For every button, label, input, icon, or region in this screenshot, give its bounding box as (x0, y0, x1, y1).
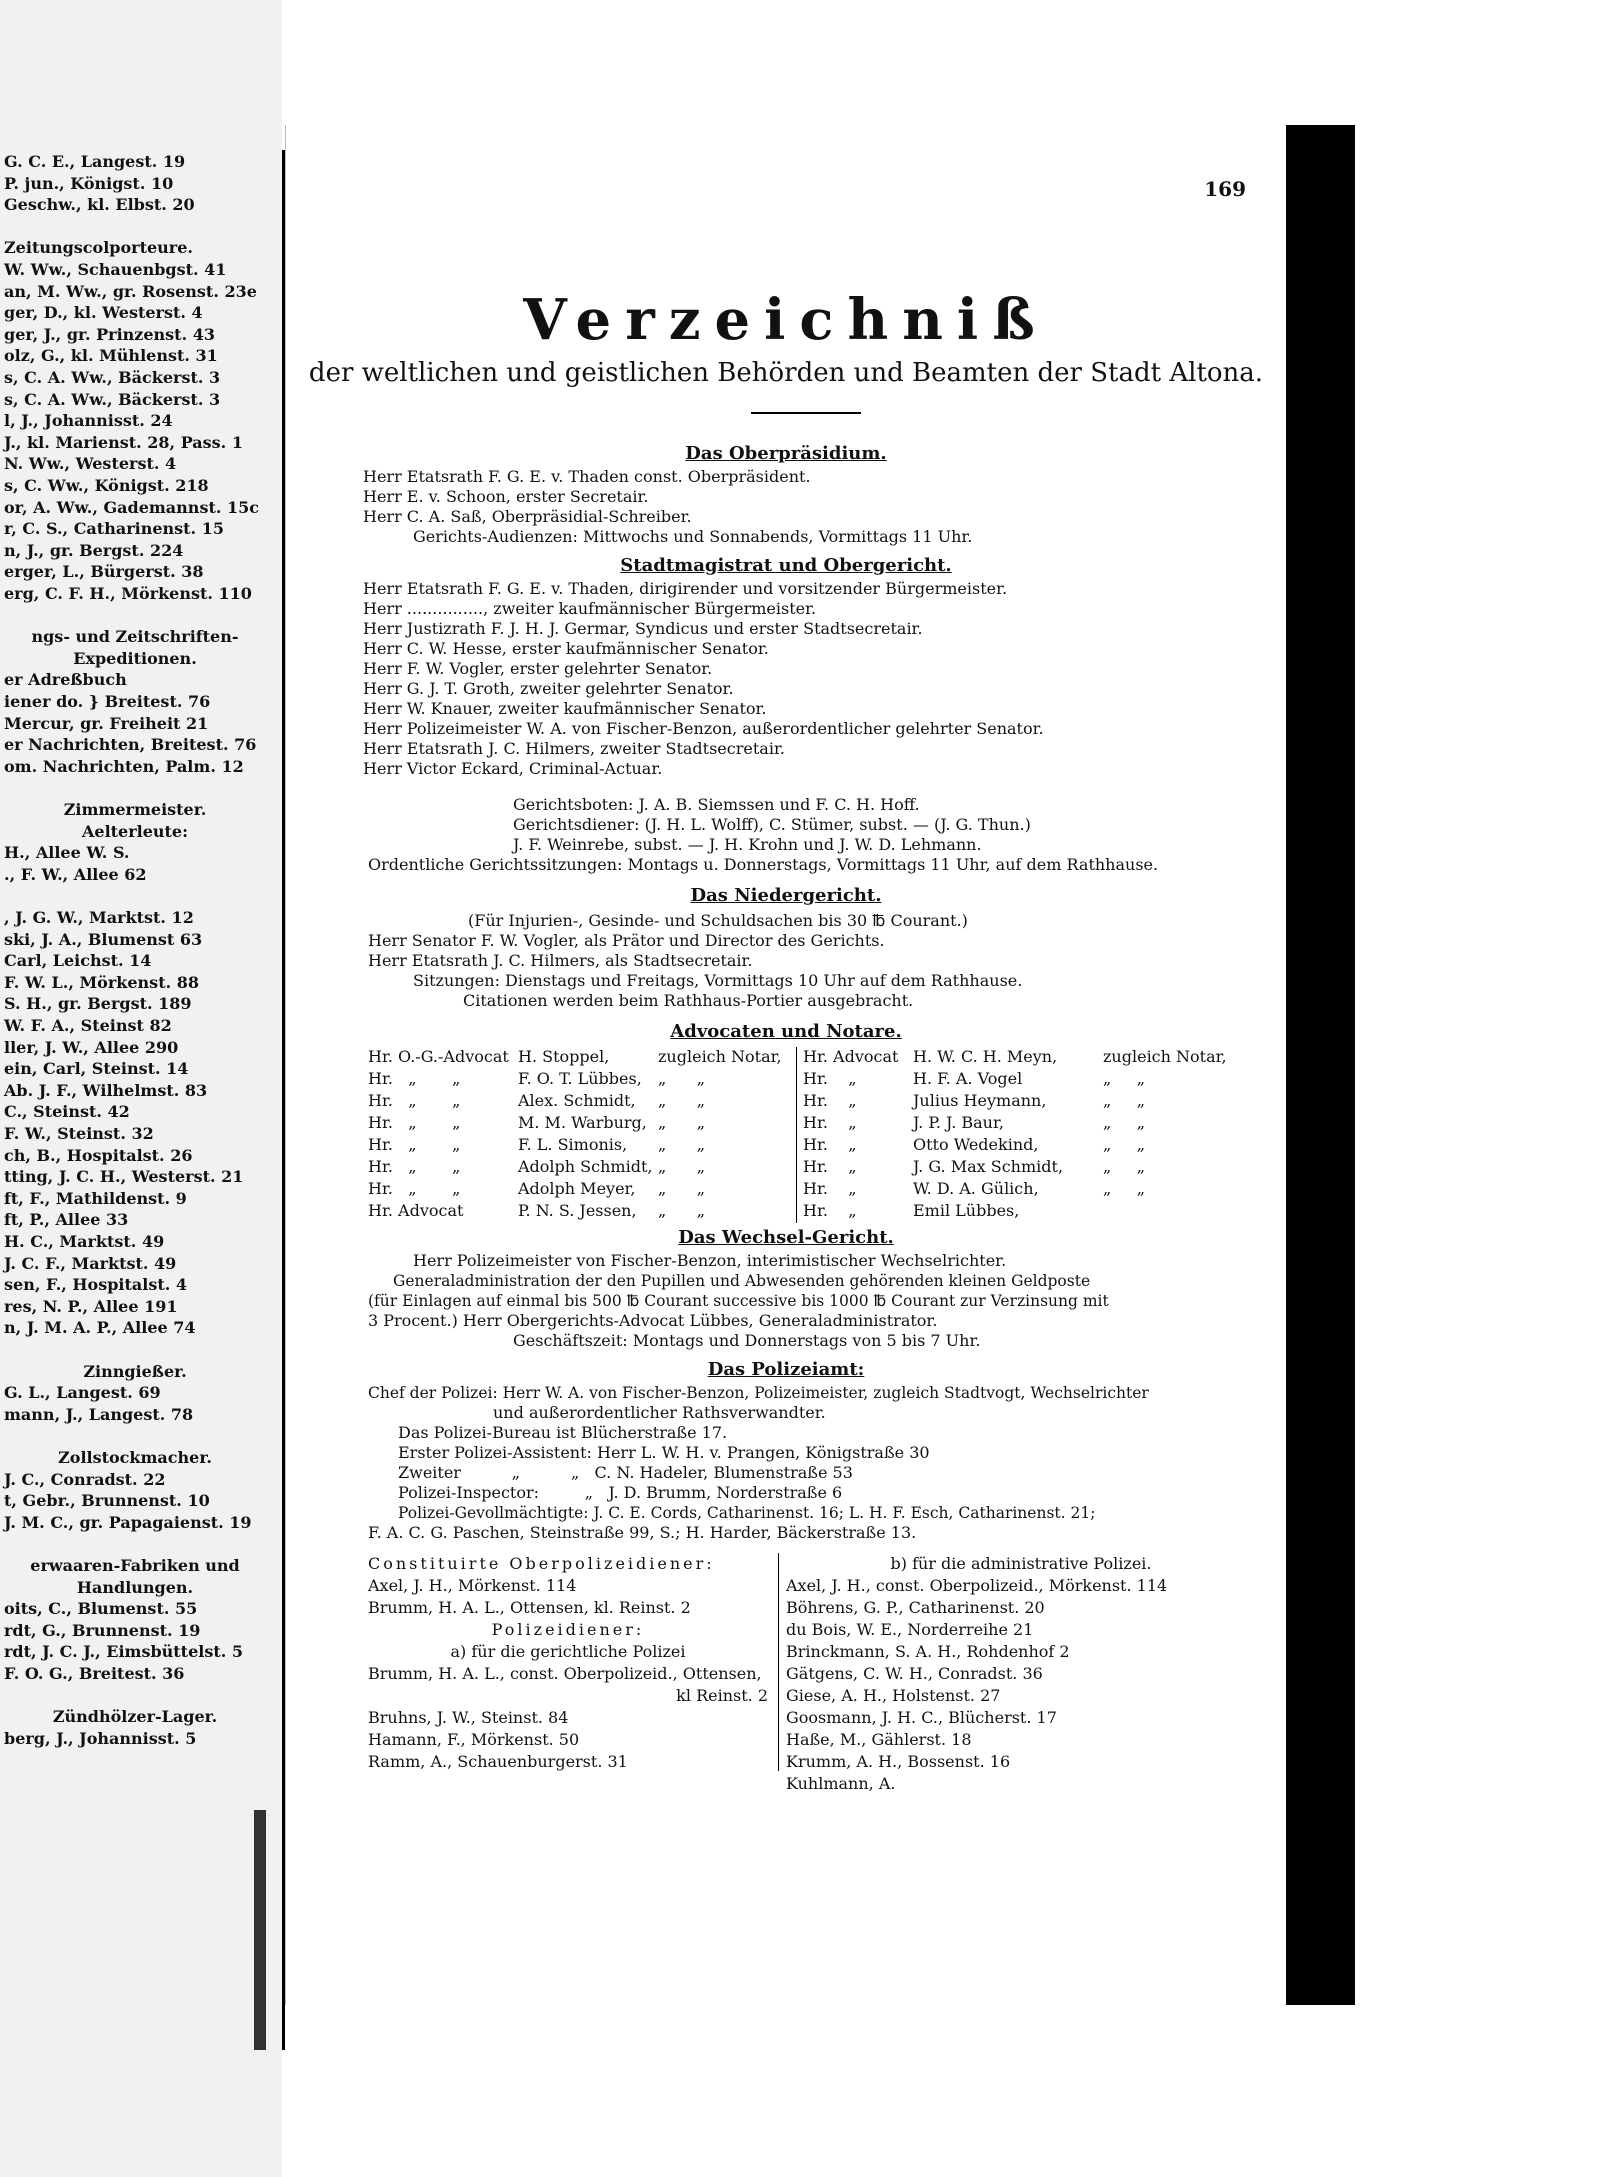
left-page-line: G. C. E., Langest. 19 (4, 152, 186, 171)
advocate-note: zugleich Notar, (658, 1047, 782, 1066)
left-page-line: ft, F., Mathildenst. 9 (4, 1188, 187, 1208)
polizeidiener-left-line: Brumm, H. A. L., Ottensen, kl. Reinst. 2 (368, 1598, 691, 1617)
title-rule (751, 412, 861, 414)
niedergericht-line: Sitzungen: Dienstags und Freitags, Vormittags 10 Uhr auf dem Rathhause. (413, 971, 1023, 990)
left-page-line: W. F. A., Steinst 82 (4, 1016, 172, 1035)
left-page-line: erg, C. F. H., Mörkenst. 110 (4, 584, 252, 603)
advocate-prefix: Hr. „ (803, 1179, 857, 1198)
polizeidiener-right-line: Haße, M., Gählerst. 18 (786, 1730, 972, 1749)
gerichtsdiener-line: J. F. Weinrebe, subst. — J. H. Krohn und J. W. D. Lehmann. (513, 835, 982, 854)
left-page-line: F. W., Steinst. 32 (4, 1124, 154, 1143)
advocate-note: „ „ (658, 1091, 706, 1110)
advocate-prefix: Hr. „ „ (368, 1135, 461, 1154)
polizeidiener-right-line: Goosmann, J. H. C., Blücherst. 17 (786, 1708, 1057, 1727)
niedergericht-line: Citationen werden beim Rathhaus-Portier ausgebracht. (463, 991, 914, 1010)
advocate-prefix: Hr. „ (803, 1113, 857, 1132)
section-heading-niedergericht: Das Niedergericht. (690, 885, 882, 906)
left-page-line: Aelterleute: (81, 821, 189, 841)
left-page-fragment (0, 0, 282, 2177)
advocate-note: „ „ (1103, 1091, 1146, 1110)
gerichtsboten-line: Gerichtsboten: J. A. B. Siemssen und F. C. H. Hoff. (513, 795, 920, 814)
left-page-line: Zinngießer. (83, 1361, 187, 1381)
page-subtitle: der weltlichen und geistlichen Behörden und Beamten der Stadt Altona. (308, 358, 1264, 388)
advocate-name: Adolph Schmidt, (518, 1157, 653, 1176)
advocate-note: „ „ (1103, 1113, 1146, 1132)
advocate-name: P. N. S. Jessen, (518, 1201, 637, 1220)
left-page-line: Zündhölzer-Lager. (52, 1707, 218, 1727)
advocate-name: Adolph Meyer, (518, 1179, 636, 1198)
wechselgericht-line: (für Einlagen auf einmal bis 500 ℔ Courant successive bis 1000 ℔ Courant zur Verzinsung mit (368, 1292, 1109, 1310)
advocate-name: Julius Heymann, (913, 1091, 1047, 1110)
left-page-line: ger, D., kl. Westerst. 4 (4, 303, 203, 323)
advocate-note: „ „ (658, 1135, 706, 1154)
stadtmagistrat-line: Herr ..............., zweiter kaufmännischer Bürgermeister. (363, 599, 817, 618)
left-page-line: olz, G., kl. Mühlenst. 31 (4, 346, 218, 366)
column-divider (778, 1553, 779, 1771)
niedergericht-line: (Für Injurien-, Gesinde- und Schuldsachen bis 30 ℔ Courant.) (468, 911, 968, 930)
left-page-line: erwaaren-Fabriken und (30, 1556, 240, 1575)
wechselgericht-line: Herr Polizeimeister von Fischer-Benzon, interimistischer Wechselrichter. (413, 1251, 1007, 1270)
left-page-line: er Nachrichten, Breitest. 76 (4, 735, 257, 755)
binding-shadow (254, 1810, 266, 2050)
polizeidiener-left-line: Brumm, H. A. L., const. Oberpolizeid., Ottensen, (368, 1664, 762, 1683)
polizeidiener-right-line: Brinckmann, S. A. H., Rohdenhof 2 (786, 1642, 1070, 1661)
section-heading-wechselgericht: Das Wechsel-Gericht. (678, 1227, 894, 1248)
stadtmagistrat-line: Herr Victor Eckard, Criminal-Actuar. (363, 759, 663, 778)
polizeiamt-line: Chef der Polizei: Herr W. A. von Fischer-Benzon, Polizeimeister, zugleich Stadtvogt, Wechselrichter (368, 1384, 1149, 1402)
polizeiamt-line: Zweiter „ „ C. N. Hadeler, Blumenstraße 53 (398, 1463, 853, 1482)
left-page-line: Handlungen. (76, 1577, 194, 1597)
left-page-line: t, Gebr., Brunnenst. 10 (4, 1491, 210, 1511)
advocate-prefix: Hr. „ (803, 1157, 857, 1176)
section-heading-advocaten: Advocaten und Notare. (670, 1021, 902, 1042)
left-page-line: s, C. Ww., Königst. 218 (4, 476, 209, 495)
left-page-line: rdt, J. C. J., Eimsbüttelst. 5 (4, 1642, 243, 1662)
advocate-prefix: Hr. „ „ (368, 1157, 461, 1176)
oberpraesidium-line: Herr C. A. Saß, Oberpräsidial-Schreiber. (363, 507, 692, 526)
wechselgericht-line: Generaladministration der den Pupillen und Abwesenden gehörenden kleinen Geldposte (393, 1272, 1091, 1290)
left-page-line: n, J. M. A. P., Allee 74 (4, 1318, 196, 1338)
left-page-line: or, A. Ww., Gademannst. 15c (4, 497, 259, 517)
stadtmagistrat-line: Herr Etatsrath J. C. Hilmers, zweiter Stadtsecretair. (363, 739, 785, 758)
polizeidiener-right-line: Giese, A. H., Holstenst. 27 (786, 1686, 1001, 1705)
column-divider (796, 1047, 797, 1223)
advocate-name: F. L. Simonis, (518, 1135, 628, 1154)
left-page-line: F. O. G., Breitest. 36 (4, 1664, 185, 1683)
section-heading-stadtmagistrat: Stadtmagistrat und Obergericht. (620, 555, 952, 576)
stadtmagistrat-line: Herr W. Knauer, zweiter kaufmännischer Senator. (363, 699, 767, 718)
polizeidiener-right-line: Böhrens, G. P., Catharinenst. 20 (786, 1598, 1045, 1617)
polizeiamt-line: Das Polizei-Bureau ist Blücherstraße 17. (398, 1423, 728, 1442)
advocate-prefix: Hr. „ „ (368, 1069, 461, 1088)
advocate-name: F. O. T. Lübbes, (518, 1069, 642, 1088)
left-page-line: Ab. J. F., Wilhelmst. 83 (4, 1080, 208, 1100)
left-page-line: Zeitungscolporteure. (4, 238, 193, 258)
left-page-line: n, J., gr. Bergst. 224 (4, 540, 184, 560)
polizeidiener-left-line: Ramm, A., Schauenburgerst. 31 (368, 1752, 628, 1771)
left-page-line: H. C., Marktst. 49 (4, 1232, 165, 1251)
advocate-note: „ „ (658, 1113, 706, 1132)
advocate-note: „ „ (1103, 1135, 1146, 1154)
left-page-line: Zollstockmacher. (58, 1448, 212, 1467)
left-page-line: P. jun., Königst. 10 (4, 173, 174, 193)
gerichtsdiener-line: Gerichtsdiener: (J. H. L. Wolff), C. Stümer, subst. — (J. G. Thun.) (513, 815, 1031, 834)
oberpraesidium-line: Herr E. v. Schoon, erster Secretair. (363, 487, 649, 506)
advocate-name: H. F. A. Vogel (913, 1069, 1023, 1088)
advocate-note: zugleich Notar, (1103, 1047, 1227, 1066)
advocate-prefix: Hr. „ (803, 1069, 857, 1088)
advocate-prefix: Hr. Advocat (368, 1201, 464, 1220)
polizeidiener-left-line: Polizeidiener: (491, 1620, 645, 1639)
left-page-line: er Adreßbuch (4, 670, 127, 690)
niedergericht-line: Herr Etatsrath J. C. Hilmers, als Stadtsecretair. (368, 951, 753, 970)
stadtmagistrat-line: Herr G. J. T. Groth, zweiter gelehrter Senator. (363, 679, 734, 698)
polizeiamt-line: Erster Polizei-Assistent: Herr L. W. H. v. Prangen, Königstraße 30 (398, 1443, 930, 1462)
advocate-name: Alex. Schmidt, (518, 1091, 636, 1110)
left-page-line: S. H., gr. Bergst. 189 (4, 994, 192, 1014)
left-page-line: mann, J., Langest. 78 (4, 1404, 194, 1424)
advocate-prefix: Hr. Advocat (803, 1047, 899, 1066)
left-page-line: Zimmermeister. (63, 800, 207, 819)
left-page-line: ski, J. A., Blumenst 63 (4, 929, 203, 949)
left-page-line: erger, L., Bürgerst. 38 (4, 562, 204, 582)
left-page-line: Geschw., kl. Elbst. 20 (4, 195, 195, 215)
polizeidiener-right-line: du Bois, W. E., Norderreihe 21 (786, 1620, 1034, 1639)
polizeiamt-line: und außerordentlicher Rathsverwandter. (493, 1403, 826, 1422)
oberpraesidium-line: Herr Etatsrath F. G. E. v. Thaden const. Oberpräsident. (363, 467, 811, 486)
left-page-line: berg, J., Johannisst. 5 (4, 1728, 197, 1748)
advocate-name: M. M. Warburg, (518, 1113, 647, 1132)
left-page-line: s, C. A. Ww., Bäckerst. 3 (4, 389, 221, 409)
left-page-line: ngs- und Zeitschriften- (31, 627, 239, 647)
left-page-line: sen, F., Hospitalst. 4 (4, 1275, 187, 1295)
advocate-prefix: Hr. „ „ (368, 1091, 461, 1110)
advocate-prefix: Hr. „ (803, 1091, 857, 1110)
polizeidiener-right-line: Kuhlmann, A. (786, 1774, 896, 1793)
left-page-line: J. C., Conradst. 22 (4, 1469, 166, 1489)
advocate-name: Otto Wedekind, (913, 1135, 1039, 1154)
polizeiamt-line: Polizei-Gevollmächtigte: J. C. E. Cords, Catharinenst. 16; L. H. F. Esch, Catharinenst. 21; (398, 1504, 1096, 1522)
advocate-note: „ „ (1103, 1179, 1146, 1198)
advocate-note: „ „ (658, 1069, 706, 1088)
page-edge-shadow (1285, 125, 1355, 2005)
left-page-line: tting, J. C. H., Westerst. 21 (4, 1167, 244, 1187)
stadtmagistrat-line: Herr Justizrath F. J. H. J. Germar, Syndicus und erster Stadtsecretair. (363, 619, 923, 638)
advocate-prefix: Hr. „ (803, 1201, 857, 1220)
advocate-note: „ „ (658, 1157, 706, 1176)
left-page-line: ., F. W., Allee 62 (4, 864, 147, 884)
page-title: Verzeichniß (523, 287, 1049, 353)
left-page-line: Expeditionen. (73, 648, 197, 668)
polizeiamt-line: Polizei-Inspector: „ J. D. Brumm, Norderstraße 6 (398, 1483, 843, 1502)
left-page-line: oits, C., Blumenst. 55 (4, 1599, 198, 1619)
left-page-line: res, N. P., Allee 191 (4, 1296, 178, 1316)
left-page-line: Carl, Leichst. 14 (4, 951, 152, 971)
advocate-name: H. Stoppel, (518, 1047, 610, 1066)
left-page-line: ch, B., Hospitalst. 26 (4, 1145, 193, 1165)
left-page-line: Mercur, gr. Freiheit 21 (4, 713, 209, 733)
left-page-line: F. W. L., Mörkenst. 88 (4, 972, 199, 992)
advocate-name: Emil Lübbes, (913, 1201, 1020, 1220)
stadtmagistrat-line: Herr C. W. Hesse, erster kaufmännischer Senator. (363, 639, 769, 658)
advocate-note: „ „ (658, 1179, 706, 1198)
left-page-line: J. M. C., gr. Papagaienst. 19 (4, 1512, 252, 1532)
stadtmagistrat-line: Herr Polizeimeister W. A. von Fischer-Benzon, außerordentlicher gelehrter Senator. (363, 719, 1044, 738)
left-page-line: J. C. F., Marktst. 49 (4, 1253, 177, 1273)
left-page-line: ger, J., gr. Prinzenst. 43 (4, 324, 215, 344)
wechselgericht-hours: Geschäftszeit: Montags und Donnerstags von 5 bis 7 Uhr. (513, 1331, 981, 1350)
gerichtssitzungen-line: Ordentliche Gerichtssitzungen: Montags u. Donnerstags, Vormittags 11 Uhr, auf dem Rathhause. (368, 855, 1159, 874)
oberpraesidium-hours: Gerichts-Audienzen: Mittwochs und Sonnabends, Vormittags 11 Uhr. (413, 527, 973, 546)
polizeidiener-right-line: Krumm, A. H., Bossenst. 16 (786, 1752, 1011, 1771)
advocate-name: W. D. A. Gülich, (913, 1179, 1039, 1198)
left-page-line: ller, J. W., Allee 290 (4, 1037, 179, 1057)
advocate-prefix: Hr. O.-G.-Advocat (368, 1047, 509, 1066)
left-page-line: iener do. } Breitest. 76 (4, 692, 211, 711)
left-page-line: om. Nachrichten, Palm. 12 (4, 756, 244, 776)
polizeidiener-left-line: kl Reinst. 2 (676, 1686, 768, 1705)
left-page-line: ft, P., Allee 33 (4, 1210, 129, 1230)
advocate-note: „ „ (658, 1201, 706, 1220)
left-page-line: l, J., Johannisst. 24 (4, 411, 173, 431)
left-page-line: s, C. A. Ww., Bäckerst. 3 (4, 368, 221, 387)
polizeiamt-line: F. A. C. G. Paschen, Steinstraße 99, S.; H. Harder, Bäckerstraße 13. (368, 1523, 917, 1542)
advocate-name: H. W. C. H. Meyn, (913, 1047, 1058, 1066)
left-page-line: r, C. S., Catharinenst. 15 (4, 519, 224, 539)
advocate-prefix: Hr. „ „ (368, 1113, 461, 1132)
left-page-line: ein, Carl, Steinst. 14 (4, 1059, 189, 1079)
advocate-note: „ „ (1103, 1157, 1146, 1176)
advocate-name: J. P. J. Baur, (913, 1113, 1004, 1132)
polizeidiener-left-line: Axel, J. H., Mörkenst. 114 (368, 1576, 577, 1595)
left-page-line: N. Ww., Westerst. 4 (4, 454, 177, 474)
left-page-line: J., kl. Marienst. 28, Pass. 1 (4, 432, 243, 452)
polizeidiener-right-line: b) für die administrative Polizei. (890, 1554, 1152, 1573)
left-page-line: an, M. Ww., gr. Rosenst. 23e (4, 281, 257, 301)
section-heading-oberpraesidium: Das Oberpräsidium. (685, 443, 887, 464)
stadtmagistrat-line: Herr F. W. Vogler, erster gelehrter Senator. (363, 659, 713, 678)
left-page-line: rdt, G., Brunnenst. 19 (4, 1620, 201, 1640)
right-page (285, 125, 1286, 2005)
wechselgericht-line: 3 Procent.) Herr Obergerichts-Advocat Lübbes, Generaladministrator. (368, 1311, 938, 1330)
polizeidiener-left-line: Bruhns, J. W., Steinst. 84 (368, 1708, 569, 1727)
advocate-prefix: Hr. „ (803, 1135, 857, 1154)
stadtmagistrat-line: Herr Etatsrath F. G. E. v. Thaden, dirigirender und vorsitzender Bürgermeister. (363, 579, 1008, 598)
left-page-line: C., Steinst. 42 (4, 1102, 130, 1122)
advocate-name: J. G. Max Schmidt, (913, 1157, 1064, 1176)
page-number: 169 (1204, 177, 1246, 201)
niedergericht-line: Herr Senator F. W. Vogler, als Prätor und Director des Gerichts. (368, 931, 885, 950)
polizeidiener-left-line: Hamann, F., Mörkenst. 50 (368, 1730, 580, 1749)
left-page-line: G. L., Langest. 69 (4, 1383, 161, 1403)
polizeidiener-right-line: Axel, J. H., const. Oberpolizeid., Mörkenst. 114 (786, 1576, 1168, 1595)
polizeidiener-right-line: Gätgens, C. W. H., Conradst. 36 (786, 1664, 1043, 1683)
advocate-prefix: Hr. „ „ (368, 1179, 461, 1198)
left-page-line: , J. G. W., Marktst. 12 (4, 908, 194, 927)
advocate-note: „ „ (1103, 1069, 1146, 1088)
left-page-line: H., Allee W. S. (4, 843, 130, 863)
section-heading-polizeiamt: Das Polizeiamt: (707, 1359, 865, 1380)
polizeidiener-left-line: a) für die gerichtliche Polizei (450, 1642, 686, 1661)
left-page-line: W. Ww., Schauenbgst. 41 (4, 260, 227, 279)
polizeidiener-left-line: Constituirte Oberpolizeidiener: (368, 1554, 715, 1573)
